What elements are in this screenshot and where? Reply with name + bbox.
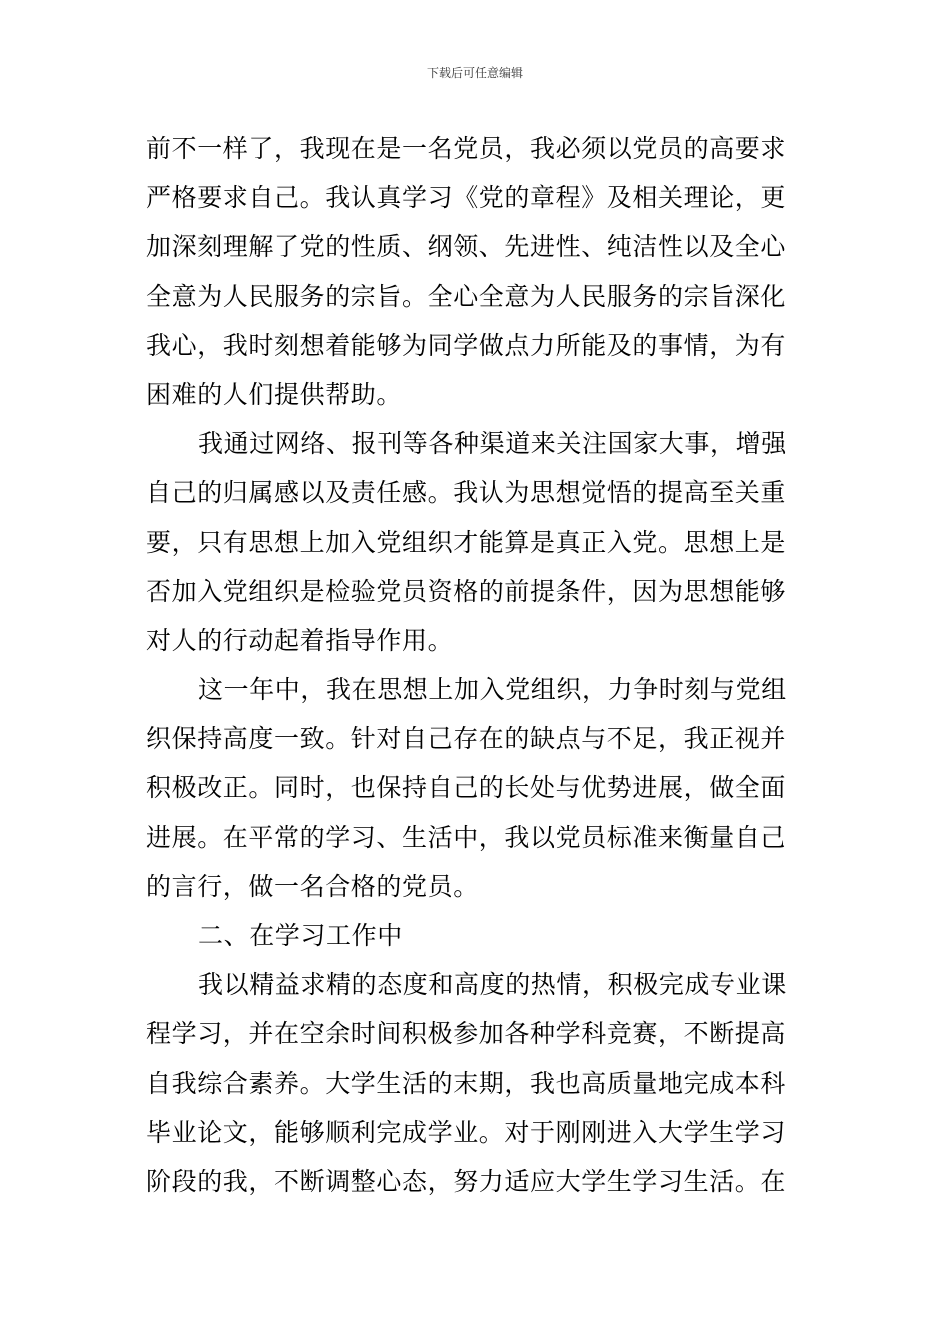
text-line: 自我综合素养。大学生活的末期，我也高质量地完成本科 — [146, 1068, 787, 1098]
text-line: 加深刻理解了党的性质、纲领、先进性、纯洁性以及全心 — [146, 232, 787, 262]
paragraph — [146, 665, 808, 911]
text-line: 否加入党组织是检验党员资格的前提条件，因为思想能够 — [146, 576, 787, 606]
text-line: 的言行，做一名合格的党员。 — [146, 871, 479, 901]
text-line: 全意为人民服务的宗旨。全心全意为人民服务的宗旨深化 — [146, 281, 787, 311]
text-line: 前不一样了，我现在是一名党员，我必须以党员的高要求 — [146, 134, 787, 163]
text-line: 程学习，并在空余时间积极参加各种学科竞赛，不断提高 — [146, 1019, 787, 1049]
text-line: 二、在学习工作中 — [198, 921, 403, 950]
text-line: 自己的归属感以及责任感。我认为思想觉悟的提高至关重 — [146, 478, 787, 508]
text-line: 进展。在平常的学习、生活中，我以党员标准来衡量自己 — [146, 822, 787, 852]
text-line: 对人的行动起着指导作用。 — [146, 625, 454, 655]
text-line: 我通过网络、报刊等各种渠道来关注国家大事，增强 — [198, 429, 787, 459]
text-line: 我心，我时刻想着能够为同学做点力所能及的事情，为有 — [146, 330, 787, 360]
text-line: 我以精益求精的态度和高度的热情，积极完成专业课 — [198, 970, 787, 1000]
paragraph — [146, 124, 808, 419]
text-line: 毕业论文，能够顺利完成学业。对于刚刚进入大学生学习 — [146, 1117, 787, 1147]
text-line: 严格要求自己。我认真学习《党的章程》及相关理论，更 — [146, 183, 787, 213]
section-heading — [146, 911, 808, 960]
document-body — [146, 124, 808, 1206]
text-line: 困难的人们提供帮助。 — [146, 379, 403, 409]
text-line: 这一年中，我在思想上加入党组织，力争时刻与党组 — [198, 675, 787, 705]
text-line: 要，只有思想上加入党组织才能算是真正入党。思想上是 — [146, 527, 787, 557]
text-line: 织保持高度一致。针对自己存在的缺点与不足，我正视并 — [146, 724, 787, 754]
text-line: 阶段的我，不断调整心态，努力适应大学生学习生活。在 — [146, 1166, 787, 1196]
paragraph — [146, 960, 808, 1206]
text-line: 积极改正。同时，也保持自己的长处与优势进展，做全面 — [146, 773, 787, 803]
paragraph — [146, 419, 808, 665]
page-header: 下载后可任意编辑 — [426, 66, 523, 80]
